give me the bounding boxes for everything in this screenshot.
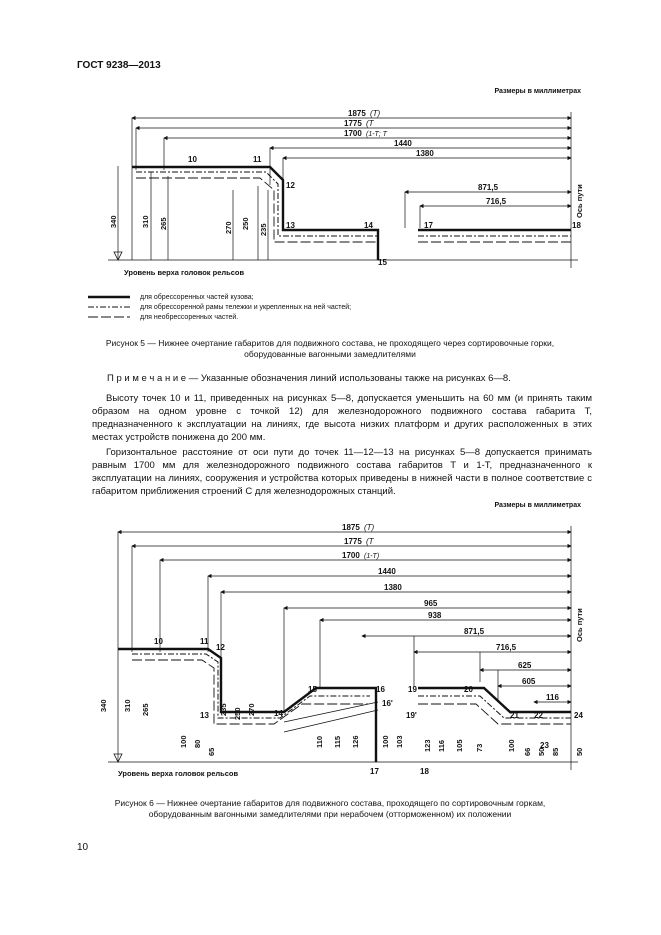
svg-text:19: 19	[408, 685, 417, 694]
svg-text:265: 265	[159, 217, 168, 230]
svg-text:(Т: (Т	[366, 119, 374, 128]
note: П р и м е ч а н и е — Указанные обозначения линий использованы также на рисунках 6—8.	[107, 373, 511, 384]
svg-text:(Т: (Т	[366, 537, 374, 546]
figure6-drawing	[88, 512, 588, 787]
svg-text:11: 11	[200, 637, 209, 646]
legend-row-unsprung: для необрессоренных частей.	[140, 313, 239, 321]
svg-text:20: 20	[464, 685, 473, 694]
svg-text:19': 19'	[406, 711, 417, 720]
paragraph-2: Горизонтальное расстояние от оси пути до точек 11—12—13 на рисунках 5—8 допускается принимать равным 1700 мм для железнодорожного подвижного состава габаритов Т и 1-Т, предназначенного к эксплуатации на линиях, сооружения и устройства которых приведены в нижней части в полное соответствие с габаритом приближения строений С для железнодорожных станций.	[92, 447, 592, 497]
svg-text:340: 340	[109, 215, 118, 228]
svg-text:1440: 1440	[394, 139, 412, 148]
svg-text:265: 265	[141, 703, 150, 716]
svg-text:21: 21	[510, 711, 519, 720]
svg-text:(1-Т): (1-Т)	[364, 553, 380, 560]
svg-text:105: 105	[455, 739, 464, 752]
svg-text:1700: 1700	[342, 551, 360, 560]
svg-text:126: 126	[351, 735, 360, 748]
page-number: 10	[77, 842, 89, 853]
svg-text:(1-Т; Т: (1-Т; Т	[366, 131, 387, 138]
svg-text:18: 18	[420, 767, 429, 776]
svg-text:80: 80	[193, 739, 202, 748]
svg-text:18: 18	[572, 221, 581, 230]
svg-text:23: 23	[540, 741, 549, 750]
svg-text:Ось пути: Ось пути	[575, 608, 584, 642]
figure5-caption: Рисунок 5 — Нижнее очертание габаритов для подвижного состава, не проходящего через сортировочные горки, оборудованные вагонными замедлителями	[105, 338, 555, 359]
figure6-caption: Рисунок 6 — Нижнее очертание габаритов для подвижного состава, проходящего по сортировочным горкам, оборудованным вагонными замедлителями при нерабочем (отторможенном) их положении	[114, 798, 546, 819]
svg-text:270: 270	[224, 221, 233, 234]
svg-text:1875: 1875	[348, 109, 366, 118]
svg-text:100: 100	[381, 735, 390, 748]
svg-text:103: 103	[395, 735, 404, 748]
svg-text:50: 50	[575, 747, 584, 756]
svg-text:605: 605	[522, 677, 536, 686]
fig6-units-label: Размеры в миллиметрах	[494, 502, 581, 509]
figure5-drawing	[88, 100, 588, 285]
legend-row-body: для обрессоренных частей кузова;	[140, 293, 254, 301]
svg-text:235: 235	[259, 223, 268, 236]
svg-text:250: 250	[233, 707, 242, 720]
svg-text:1775: 1775	[344, 119, 362, 128]
svg-text:14: 14	[274, 709, 283, 718]
svg-text:716,5: 716,5	[486, 197, 507, 206]
svg-text:1875: 1875	[342, 523, 360, 532]
svg-text:22: 22	[534, 711, 543, 720]
svg-text:10: 10	[154, 637, 163, 646]
svg-text:16: 16	[376, 685, 385, 694]
svg-text:15: 15	[378, 258, 387, 267]
svg-text:66: 66	[523, 747, 532, 756]
svg-text:310: 310	[123, 699, 132, 712]
svg-text:16': 16'	[382, 699, 393, 708]
svg-text:13: 13	[200, 711, 209, 720]
svg-text:(Т): (Т)	[364, 523, 375, 532]
svg-text:310: 310	[141, 215, 150, 228]
svg-text:871,5: 871,5	[478, 183, 499, 192]
svg-text:1380: 1380	[416, 149, 434, 158]
svg-text:65: 65	[207, 747, 216, 756]
svg-text:(Т): (Т)	[370, 109, 381, 118]
svg-text:14: 14	[364, 221, 373, 230]
svg-text:17: 17	[424, 221, 433, 230]
svg-text:340: 340	[99, 699, 108, 712]
svg-text:85: 85	[551, 747, 560, 756]
svg-text:116: 116	[437, 739, 446, 752]
svg-text:73: 73	[475, 743, 484, 752]
svg-text:100: 100	[507, 739, 516, 752]
svg-text:235: 235	[219, 703, 228, 716]
svg-text:1700: 1700	[344, 129, 362, 138]
svg-text:716,5: 716,5	[496, 643, 517, 652]
svg-text:15: 15	[308, 685, 317, 694]
svg-text:11: 11	[253, 155, 262, 164]
svg-text:123: 123	[423, 739, 432, 752]
svg-text:938: 938	[428, 611, 442, 620]
paragraph-1: Высоту точек 10 и 11, приведенных на рисунках 5—8, допускается уменьшить на 60 мм (и принять таким образом на одном уровне с точкой 12) для железнодорожного подвижного состава габарита Т, предназначенного к эксплуатации на линиях, где высота низких платформ и других расположенных в этих местах устройств понижена до 200 мм.	[92, 393, 592, 443]
svg-text:270: 270	[247, 703, 256, 716]
svg-text:17: 17	[370, 767, 379, 776]
svg-text:871,5: 871,5	[464, 627, 485, 636]
svg-text:24: 24	[574, 711, 583, 720]
svg-text:Уровень верха головок рельсов: Уровень верха головок рельсов	[118, 769, 239, 778]
svg-text:110: 110	[315, 735, 324, 748]
fig5-units-label: Размеры в миллиметрах	[494, 88, 581, 95]
svg-text:1440: 1440	[378, 567, 396, 576]
svg-text:1775: 1775	[344, 537, 362, 546]
svg-text:Ось пути: Ось пути	[575, 184, 584, 218]
svg-text:Уровень верха головок рельсов: Уровень верха головок рельсов	[124, 268, 245, 277]
svg-text:50: 50	[537, 747, 546, 756]
document-header: ГОСТ 9238—2013	[77, 60, 161, 71]
svg-text:1380: 1380	[384, 583, 402, 592]
svg-text:12: 12	[286, 181, 295, 190]
svg-text:13: 13	[286, 221, 295, 230]
svg-text:250: 250	[241, 217, 250, 230]
svg-text:100: 100	[179, 735, 188, 748]
svg-text:116: 116	[546, 693, 559, 702]
svg-text:10: 10	[188, 155, 197, 164]
svg-text:965: 965	[424, 599, 438, 608]
legend-row-frame: для обрессоренной рамы тележки и укрепленных на ней частей;	[140, 303, 352, 311]
svg-text:12: 12	[216, 643, 225, 652]
svg-text:625: 625	[518, 661, 532, 670]
svg-text:115: 115	[333, 735, 342, 748]
